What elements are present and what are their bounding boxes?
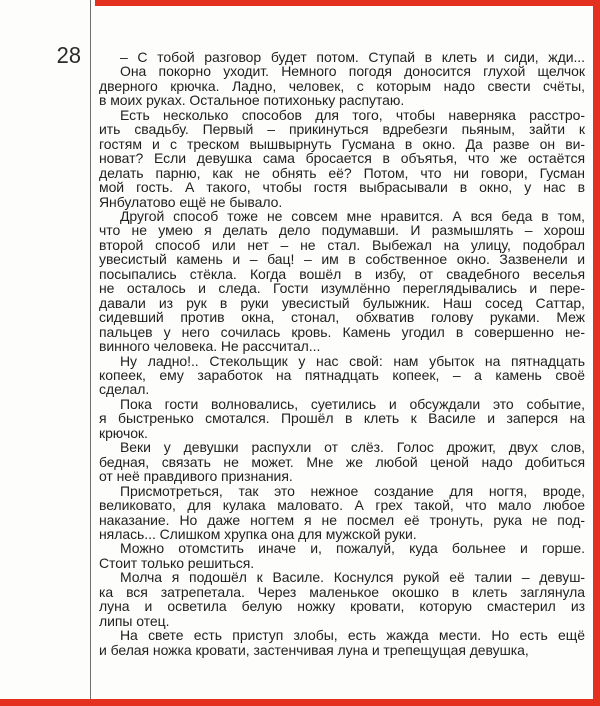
text-line: Стоит только решиться. [99,554,255,571]
text-line: Присмотреться, так это нежное создание для ногтя, вроде, [120,482,585,499]
text-line: Можно отомстить иначе и, пожалуй, куда больнее и горше. [120,540,585,557]
text-line: делать парню, как не обнять её? Потом, что ни говори, Гусман [99,164,585,181]
text-line: сидевший против окна, стонал, обхватив голову руками. Меж [99,309,585,326]
text-line: бедная, связать не может. Мне же любой ценой надо добиться [99,453,585,470]
text-line: ка вся затрепетала. Через маленькое окошко в клеть заглянула [99,583,585,600]
text-line: нялась... Слишком хрупка она для мужской руки. [99,525,417,542]
text-line: и белая ножка кровати, застенчивая луна и трепещущая девушка, [99,641,529,658]
text-line: мой гость. А такого, чтобы гостя выбрасывали в окно, у нас в [99,179,585,196]
text-line: в моих руках. Остальное потихоньку распутаю. [99,92,405,109]
text-line: увесистый камень и – бац! – им в собственное окно. Зазвенели и [99,251,585,268]
text-line: от неё правдивого признания. [99,468,293,485]
text-line: новат? Если девушка сама бросается в объятья, что же остаётся [99,150,585,167]
text-line: великовато, для кулака маловато. А грех такой, что мало любое [99,497,585,514]
text-line: Она покорно уходит. Немного погодя доносится глухой щелчок [120,63,585,80]
text-line: Молча я подошёл к Василе. Коснулся рукой её талии – девуш- [120,569,585,586]
text-line: Янбулатово ещё не бывало. [99,193,283,210]
text-line: не осталось и следа. Гости изумлённо переглядывались и пере- [99,280,585,297]
text-line: гостям и с треском вышвырнуть Гусмана в окно. Да разве он ви- [99,135,585,152]
text-line: ить свадьбу. Первый – прикинуться вдребезги пьяным, зайти к [99,121,585,138]
text-line: Ну ладно!.. Стекольщик у нас свой: нам убыток на пятнадцать [120,352,585,369]
text-line: луна и осветила белую ножку кровати, которую смастерил из [99,598,585,615]
text-line: винного человека. Не рассчитал... [99,338,321,355]
text-line: – С тобой разговор будет потом. Ступай в клеть и сиди, жди... [120,49,585,65]
margin-rule [90,0,91,706]
text-line: копеек, ему заработок на пятнадцать копеек, – а камень своё [99,366,585,383]
text-line: что не умею я делать дело подумавши. И размышлять – хорош [99,222,585,239]
text-line: наказание. Но даже ногтем я не посмел её тронуть, рука не под- [99,511,585,528]
text-line: Пока гости волновались, суетились и обсуждали это событие, [120,395,585,412]
text-line: сделал. [99,381,150,398]
text-line: Веки у девушки распухли от слёз. Голос дрожит, двух слов, [120,439,585,456]
text-line: посыпались стёкла. Когда вошёл в избу, от свадебного веселья [99,265,585,282]
page-number: 28 [56,42,81,68]
text-line: пальцев у него сочилась кровь. Камень угодил в совершенно не- [99,323,585,340]
text-line: липы отец. [99,612,170,629]
text-line: дверного крючка. Ладно, человек, с которым надо свести счёты, [99,77,585,94]
text-line: давали из рук в руки увесистый булыжник. Наш сосед Саттар, [99,294,585,311]
scan-edge-right [593,0,600,706]
text-line: Есть несколько способов для того, чтобы наверняка расстро- [120,106,585,123]
text-line: На свете есть приступ злобы, есть жажда мести. Но есть ещё [120,627,585,644]
text-line: крючок. [99,424,148,441]
text-line: второй способ или нет – не стал. Выбежал на улицу, подобрал [99,236,585,253]
text-line: Другой способ тоже не совсем мне нравится. А вся беда в том, [120,207,585,224]
text-line: я быстренько смотался. Прошёл в клеть к Василе и заперся на [99,410,585,427]
scan-edge-top [95,0,600,6]
page-text [99,50,585,657]
scan-edge-bottom [0,699,600,706]
